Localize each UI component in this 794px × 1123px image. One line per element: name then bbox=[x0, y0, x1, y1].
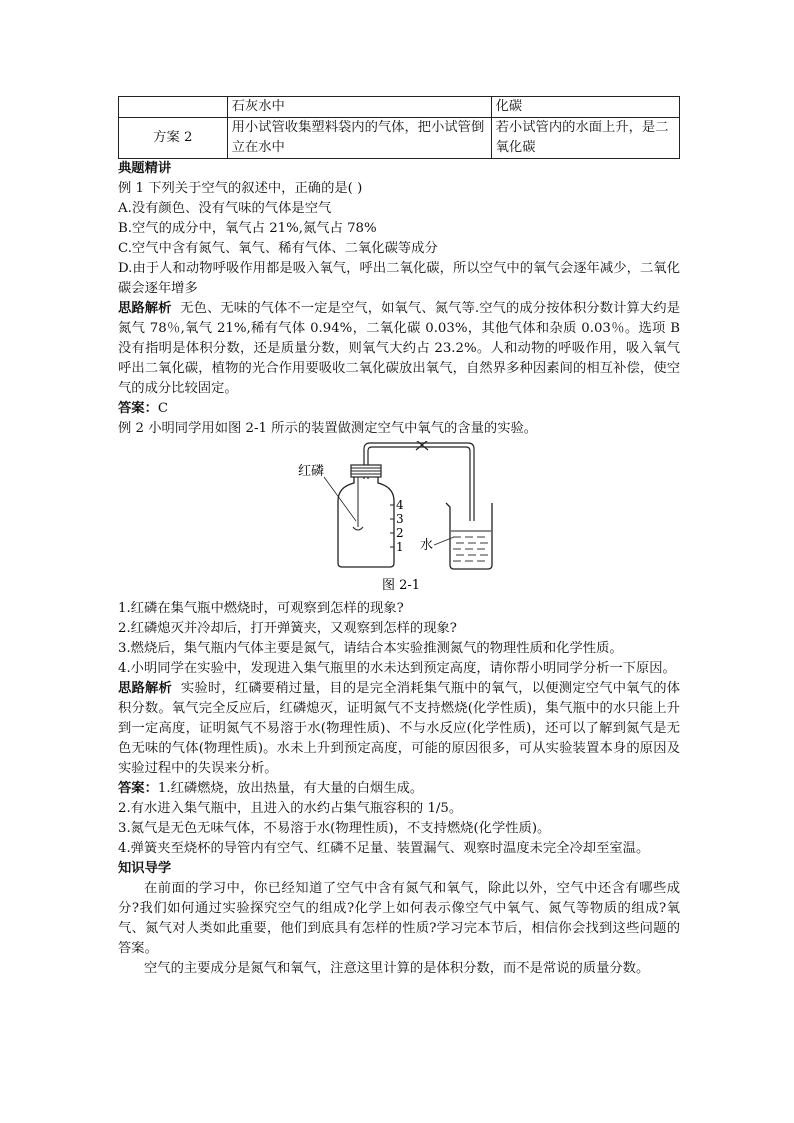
analysis-label: 思路解析 bbox=[118, 681, 172, 696]
example-2-analysis bbox=[118, 679, 680, 779]
answer-2: 2.有水进入集气瓶中，且进入的水约占集气瓶容积的 1/5。 bbox=[118, 801, 463, 816]
water-lines bbox=[451, 531, 491, 561]
scale-label: 4 bbox=[396, 498, 404, 512]
apparatus-diagram bbox=[118, 441, 680, 599]
option-c: C.空气中含有氮气、氧气、稀有气体、二氧化碳等成分 bbox=[118, 241, 438, 256]
intro-paragraph: 在前面的学习中，你已经知道了空气中含有氮气和氧气，除此以外，空气中还含有哪些成分?我们如何通过实验探究空气的组成?化学上如何表示像空气中氧气、氮气等物质的组成?氧气、氮气对人类如此重要，他们到底具有怎样的性质?学习完本节后，相信你会找到这些问题的答案。 bbox=[118, 881, 680, 956]
analysis-label: 思路解析 bbox=[118, 301, 172, 316]
table-row bbox=[119, 97, 680, 118]
intro-paragraph-2: 空气的主要成分是氮气和氧气，注意这里计算的是体积分数，而不是常说的质量分数。 bbox=[144, 961, 650, 976]
section-title: 典题精讲 bbox=[118, 161, 172, 176]
answer-label: 答案： bbox=[118, 401, 158, 416]
scale-label: 2 bbox=[396, 526, 404, 540]
figure-caption: 图 2-1 bbox=[382, 578, 421, 593]
example-1-answer bbox=[118, 399, 680, 419]
label-phosphorus: 红磷 bbox=[298, 464, 325, 479]
answer-text: C bbox=[157, 401, 169, 416]
figure-2-1 bbox=[118, 441, 680, 599]
experiment-table bbox=[118, 96, 680, 159]
beaker bbox=[446, 503, 492, 569]
table-cell: 方案 2 bbox=[119, 118, 228, 159]
question-2: 2.红磷熄灭并冷却后，打开弹簧夹，又观察到怎样的现象? bbox=[118, 621, 457, 636]
page-content bbox=[118, 96, 680, 979]
table-row bbox=[119, 118, 680, 159]
option-b: B.空气的成分中，氧气占 21%,氮气占 78% bbox=[118, 221, 377, 236]
delivery-tube-inner bbox=[368, 447, 470, 521]
label-water: 水 bbox=[420, 538, 434, 553]
example-1-analysis bbox=[118, 299, 680, 399]
answer-3: 3.氮气是无色无味气体，不易溶于水(物理性质)，不支持燃烧(化学性质)。 bbox=[118, 821, 551, 836]
analysis-text: 无色、无味的气体不一定是空气，如氧气、氮气等.空气的成分按体积分数计算大约是氮气 78％,氧气 21%,稀有气体 0.94%，二氧化碳 0.03%，其他气体和杂质 0.03％。选项 B 没有指明是体积分数，还是质量分数，则氧气大约占 23.2%。人和动物的呼吸作用，吸入氧气呼出二氧化碳，植物的光合作用要吸收二氧化碳放出氧气，自然界多种因素间的相互补偿，使空气的成分比较固定。 bbox=[118, 301, 680, 396]
scale-marks bbox=[390, 498, 404, 554]
scale-label: 3 bbox=[396, 512, 404, 526]
table-cell: 石灰水中 bbox=[227, 97, 491, 118]
option-a: A.没有颜色、没有气味的气体是空气 bbox=[118, 201, 332, 216]
answer-1 bbox=[118, 779, 680, 799]
gas-bottle bbox=[338, 477, 394, 567]
table-cell: 若小试管内的水面上升，是二氧化碳 bbox=[491, 118, 679, 159]
question-4: 4.小明同学在实验中，发现进入集气瓶里的水未达到预定高度，请你帮小明同学分析一下原因。 bbox=[118, 661, 676, 676]
question-1: 1.红磷在集气瓶中燃烧时，可观察到怎样的现象? bbox=[118, 601, 404, 616]
scale-label: 1 bbox=[396, 540, 404, 554]
example-2-question: 例 2 小明同学用如图 2-1 所示的装置做测定空气中氧气的含量的实验。 bbox=[118, 421, 538, 436]
analysis-text: 实验时，红磷要稍过量，目的是完全消耗集气瓶中的氧气，以便测定空气中氧气的体积分数。氧气完全反应后，红磷熄灭，证明氮气不支持燃烧(化学性质)，集气瓶中的水只能上升到一定高度，证明氮气不易溶于水(物理性质)、不与水反应(化学性质)，还可以了解到氮气是无色无味的气体(物理性质)。水未上升到预定高度，可能的原因很多，可从实验装置本身的原因及实验过程中的失误来分析。 bbox=[118, 681, 680, 776]
option-d: D.由于人和动物呼吸作用都是吸入氧气，呼出二氧化碳，所以空气中的氧气会逐年减少，二氧化碳会逐年增多 bbox=[118, 261, 680, 296]
table-cell bbox=[119, 97, 228, 118]
question-3: 3.燃烧后，集气瓶内气体主要是氮气，请结合本实验推测氮气的物理性质和化学性质。 bbox=[118, 641, 623, 656]
table-cell: 用小试管收集塑料袋内的气体，把小试管倒立在水中 bbox=[227, 118, 491, 159]
table-cell: 化碳 bbox=[491, 97, 679, 118]
example-1-question: 例 1 下列关于空气的叙述中，正确的是( ) bbox=[118, 181, 363, 196]
delivery-tube bbox=[364, 443, 474, 521]
answer-label: 答案： bbox=[118, 781, 158, 796]
answer-text: 1.红磷燃烧，放出热量，有大量的白烟生成。 bbox=[157, 781, 424, 796]
section-title: 知识导学 bbox=[118, 861, 172, 876]
answer-4: 4.弹簧夹至烧杯的导管内有空气、红磷不足量、装置漏气、观察时温度未完全冷却至室温。 bbox=[118, 841, 650, 856]
